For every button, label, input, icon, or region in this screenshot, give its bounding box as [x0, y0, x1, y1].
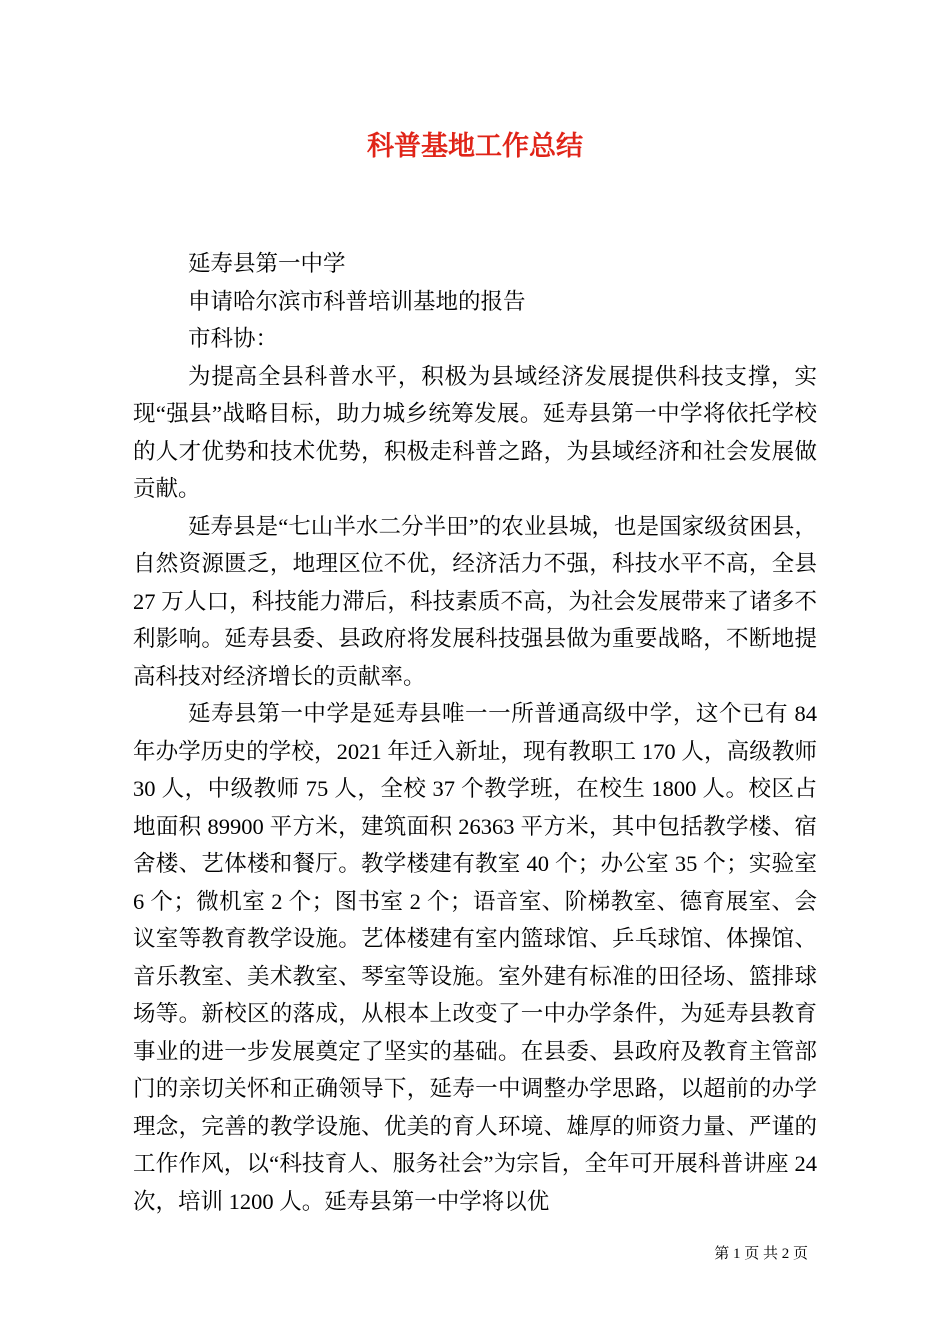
page-number: 第 1 页 共 2 页: [714, 1246, 808, 1262]
paragraph-body-3: 延寿县第一中学是延寿县唯一一所普通高级中学，这个已有 84 年办学历史的学校，2021 年迁入新址，现有教职工 170 人，高级教师 30 人，中级教师 75 人，全校 37 个教学班，在校生 1800 人。校区占地面积 89900 平方米，建筑面积 26363 平方米，其中包括教学楼、宿舍楼、艺体楼和餐厅。教学楼建有教室 40 个；办公室 35 个；实验室 6 个；微机室 2 个；图书室 2 个；语音室、阶梯教室、德育展室、会议室等教育教学设施。艺体楼建有室内篮球馆、乒乓球馆、体操馆、音乐教室、美术教室、琴室等设施。室外建有标准的田径场、篮排球场等。新校区的落成，从根本上改变了一中办学条件，为延寿县教育事业的进一步发展奠定了坚实的基础。在县委、县政府及教育主管部门的亲切关怀和正确领导下，延寿一中调整办学思路，以超前的办学理念，完善的教学设施、优美的育人环境、雄厚的师资力量、严谨的工作作风，以“科技育人、服务社会”为宗旨，全年可开展科普讲座 24 次，培训 1200 人。延寿县第一中学将以优: [133, 701, 817, 1214]
paragraph-body-1: 为提高全县科普水平，积极为县域经济发展提供科技支撑，实现“强县”战略目标，助力城乡统筹发展。延寿县第一中学将依托学校的人才优势和技术优势，积极走科普之路，为县域经济和社会发展做贡献。: [133, 363, 817, 501]
paragraph-school-name: 延寿县第一中学: [188, 251, 346, 276]
paragraph-body-2: 延寿县是“七山半水二分半田”的农业县城，也是国家级贫困县，自然资源匮乏，地理区位不优，经济活力不强，科技水平不高，全县 27 万人口，科技能力滞后，科技素质不高，为社会发展带来了诸多不利影响。延寿县委、县政府将发展科技强县做为重要战略，不断地提高科技对经济增长的贡献率。: [133, 513, 817, 689]
paragraph-report-title: 申请哈尔滨市科普培训基地的报告: [188, 288, 526, 314]
document-body: [133, 245, 817, 1220]
paragraph-salutation: 市科协：: [188, 326, 279, 351]
document-title: 科普基地工作总结: [367, 131, 583, 161]
